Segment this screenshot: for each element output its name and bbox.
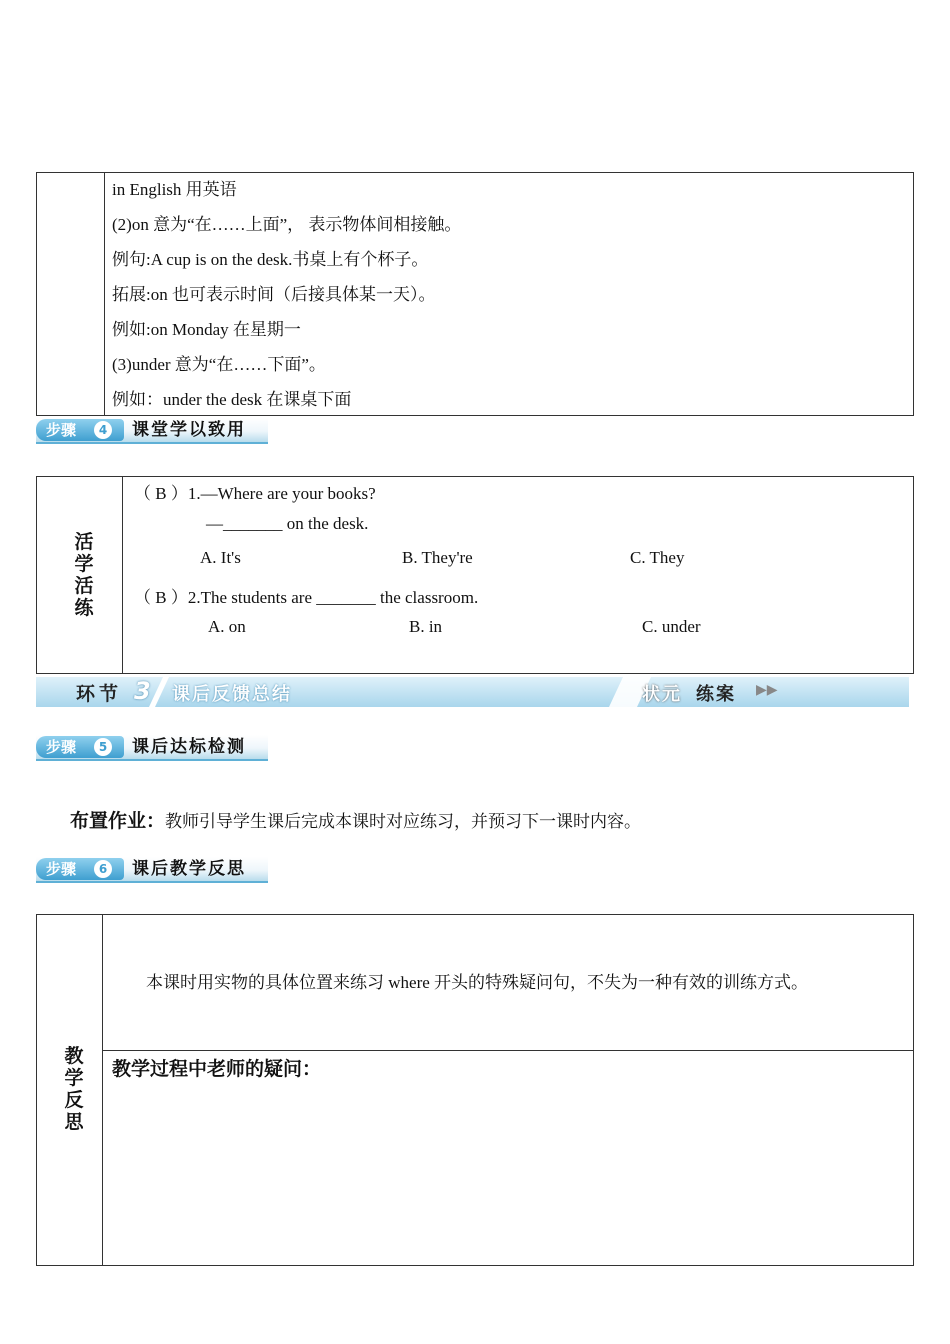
step6-title: 课后教学反思 [132,859,246,879]
q1-option-a: A. It's [200,548,241,567]
step5-tag: 步骤 [36,736,124,758]
link3-label: 环节 [76,683,123,705]
practice-section-label: 活学活练 [74,531,94,619]
step5-banner [36,735,268,761]
q1-option-b: B. They're [402,548,473,567]
step6-banner [36,857,268,883]
grammar-line-6: (3)under 意为“在……下面”。 [112,355,326,374]
reflection-table [36,914,914,1266]
step6-number: 6 [94,860,112,878]
q2-answer-line: （ B ）2.The students are _______ the classroom. [134,588,479,607]
grammar-line-1: in English 用英语 [112,180,237,199]
step5-number: 5 [94,738,112,756]
q1-blank-line: —_______ on the desk. [206,514,369,533]
q2-option-b: B. in [409,617,443,636]
reflection-row-divider [102,1050,914,1051]
link3-number: 3 [134,677,151,705]
grammar-table-divider [104,172,105,416]
grammar-line-5: 例如:on Monday 在星期一 [112,320,301,339]
homework-text: 教师引导学生课后完成本课时对应练习，并预习下一课时内容。 [165,812,642,831]
reflection-section-label: 教学反思 [64,1045,84,1133]
link3-separator [149,677,169,707]
homework [70,806,641,833]
step6-tag: 步骤 [36,858,124,880]
link3-right-title-b: 练案 [696,684,736,705]
step4-title: 课堂学以致用 [132,420,246,440]
q1-answer-line: （ B ）1.—Where are your books? [134,484,376,503]
step4-banner [36,418,268,444]
q2-option-a: A. on [208,617,246,636]
step4-number: 4 [94,421,112,439]
reflection-summary: 本课时用实物的具体位置来练习 where 开头的特殊疑问句，不失为一种有效的训练方式。 [146,973,809,992]
grammar-line-3: 例句:A cup is on the desk.书桌上有个杯子。 [112,250,429,269]
practice-table [36,476,914,674]
double-arrow-icon: ▶▶ [756,682,778,698]
grammar-line-7: 例如：under the desk 在课桌下面 [112,390,352,409]
grammar-line-2: (2)on 意为“在……上面”， 表示物体间相接触。 [112,215,462,234]
q1-option-c: C. They [630,548,685,567]
q2-option-c: C. under [642,617,701,636]
reflection-questions-label: 教学过程中老师的疑问： [112,1058,322,1080]
step5-title: 课后达标检测 [132,737,246,757]
link3-right-title-a: 状元 [642,684,682,705]
step4-tag: 步骤 [36,419,124,441]
homework-label: 布置作业： [70,810,166,832]
grammar-line-4: 拓展:on 也可表示时间（后接具体某一天）。 [112,285,436,304]
link3-banner [36,677,909,707]
practice-table-divider [122,476,123,674]
link3-title: 课后反馈总结 [172,684,292,705]
reflection-table-divider [102,914,103,1266]
